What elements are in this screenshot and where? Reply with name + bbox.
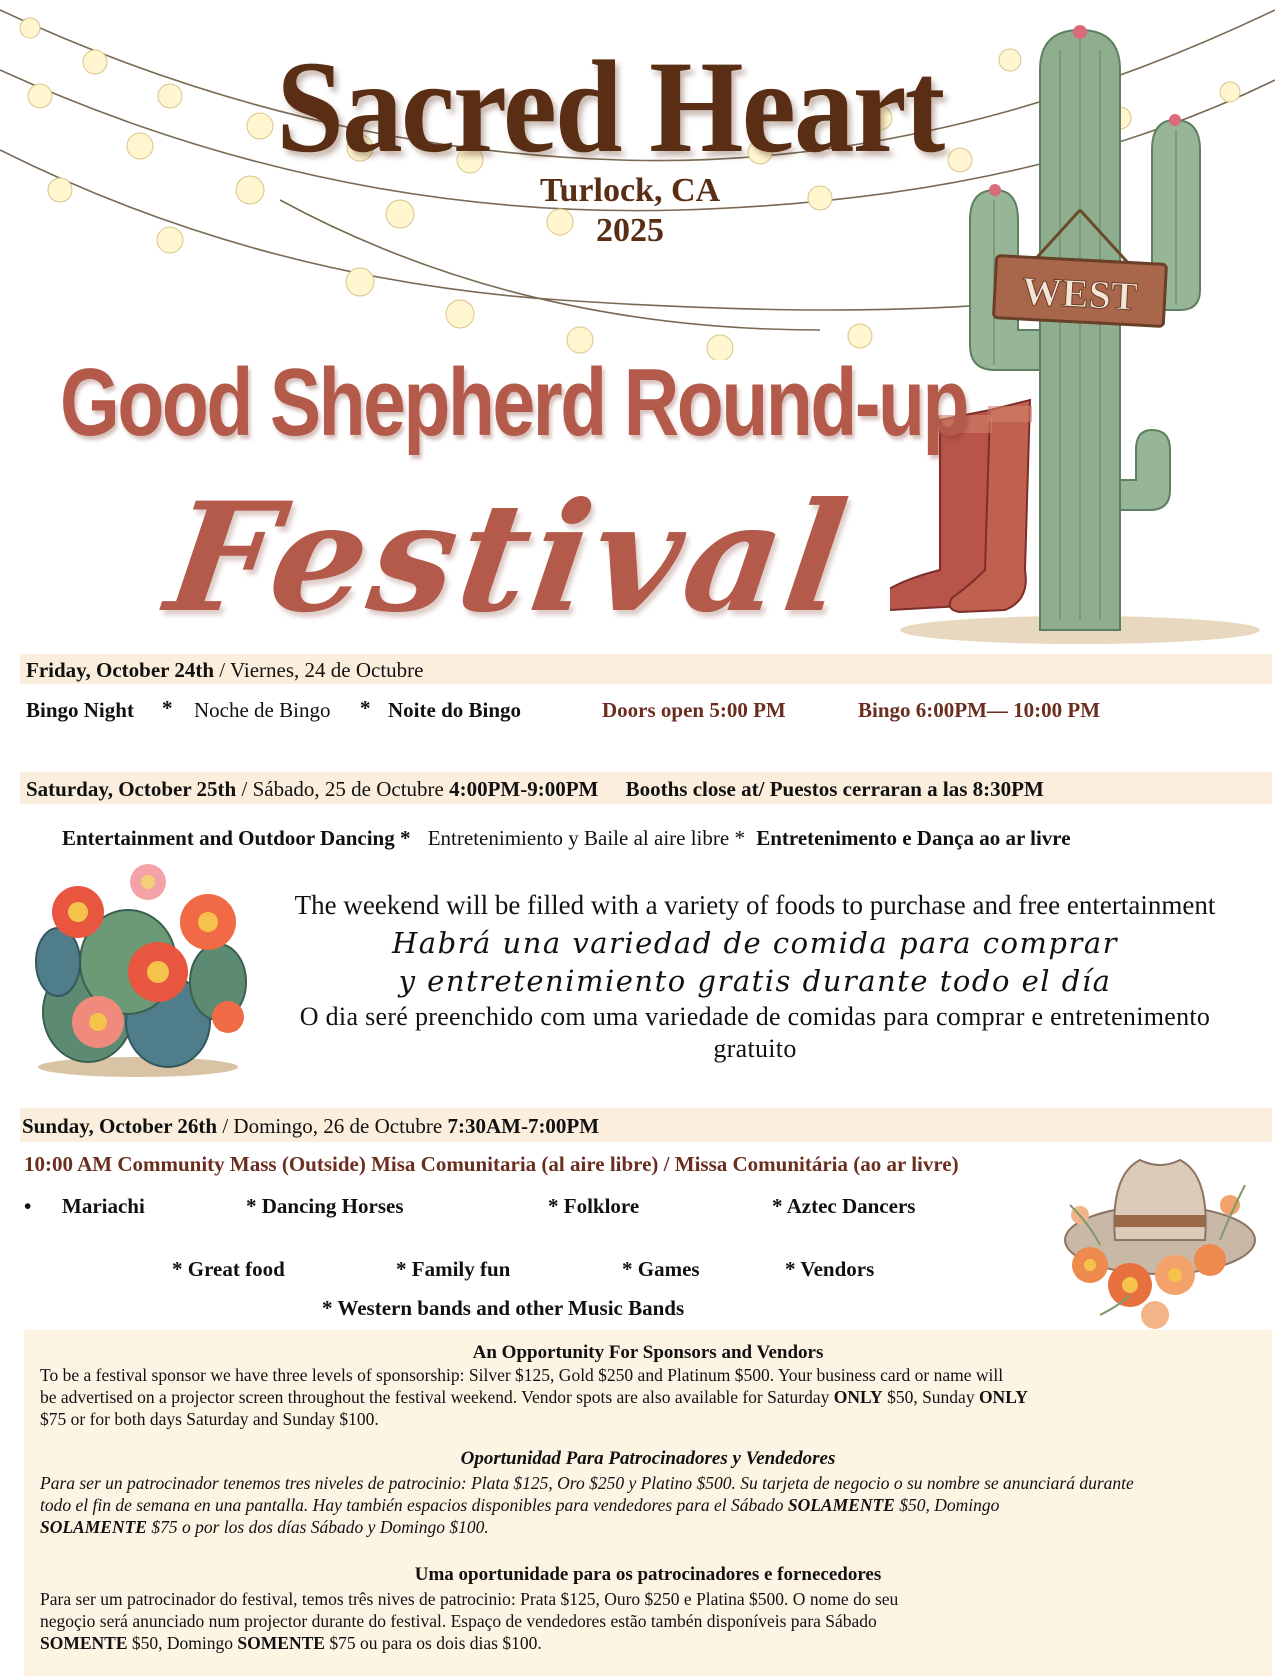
sponsors-es-only-1: SOLAMENTE: [787, 1495, 895, 1515]
friday-date-es: Viernes, 24 de Octubre: [229, 658, 424, 682]
saturday-hours: 4:00PM-9:00PM: [449, 777, 599, 801]
church-title: Sacred Heart: [276, 33, 944, 180]
friday-date-sep: /: [214, 658, 230, 682]
sponsors-text-es: [40, 1472, 1240, 1538]
activity-great-food: * Great food: [172, 1257, 285, 1281]
bingo-night-en: Bingo Night: [26, 698, 134, 722]
sponsors-en-only-2: ONLY: [978, 1387, 1028, 1407]
year-label: 2025: [596, 212, 664, 249]
saturday-date-en: Saturday, October 25th: [26, 777, 237, 801]
bingo-star-2: *: [360, 696, 371, 720]
foods-text-pt-2: gratuito: [713, 1034, 797, 1063]
activity-western-bands: * Western bands and other Music Bands: [322, 1296, 685, 1320]
cactus-flowers-illustration: [18, 852, 258, 1082]
sponsors-es-line2: [40, 1494, 1240, 1516]
foods-text-es-2: y entretenimiento gratis durante todo el día: [398, 964, 1112, 998]
city-label: Turlock, CA: [539, 172, 721, 209]
sponsors-pt-line2: negoçio será anunciado num projector durante do festival. Espaço de vendedores estão també​n disponíveis para Sábado: [40, 1611, 877, 1631]
activity-dancing-horses: * Dancing Horses: [246, 1194, 404, 1218]
sponsors-pt-only-2: SOMENTE: [237, 1633, 325, 1653]
bingo-night-es: Noche de Bingo: [194, 698, 331, 722]
bingo-star-1: *: [162, 696, 173, 720]
activity-folklore: * Folklore: [548, 1194, 640, 1218]
bullet-marker: •: [24, 1194, 32, 1218]
event-title-festival: Festival: [157, 470, 861, 646]
sponsors-en-line3: $75 or for both days Saturday and Sunday $100.: [40, 1409, 379, 1429]
entertainment-en: Entertainment and Outdoor Dancing *: [62, 826, 411, 850]
sunday-hours: 7:30AM-7:00PM: [447, 1114, 600, 1138]
foods-text-en: The weekend will be filled with a variety of foods to purchase and free entertainment: [294, 890, 1216, 920]
foods-text-es-1: Habrá una variedad de comida para comprar: [392, 926, 1118, 960]
friday-date: [26, 658, 424, 683]
sponsors-es-line1: Para ser un patrocinador tenemos tres niveles de patrocinio: Plata $125, Oro $250 y Platino $500. Su tarjeta de negocio o su nombre se anunciará durante: [40, 1473, 1134, 1493]
sponsors-en-line2: [40, 1386, 1240, 1408]
sponsors-pt-line3b: $75 ou para os dois dias $100.: [324, 1633, 542, 1653]
activity-mariachi: Mariachi: [62, 1194, 145, 1218]
sponsors-en-line1: To be a festival sponsor we have three levels of sponsorship: Silver $125, Gold $250 and Platinum $500. Your business card or name will: [40, 1365, 1004, 1385]
activity-games: * Games: [622, 1257, 700, 1281]
sunday-date-sep: /: [217, 1114, 234, 1138]
activity-vendors: * Vendors: [785, 1257, 875, 1281]
cowboy-hat-illustration: [1060, 1145, 1260, 1335]
sponsors-en-line2b: $50, Sunday: [882, 1387, 979, 1407]
sponsors-en-line2a: be advertised on a projector screen throughout the festival weekend. Vendor spots are also available for Saturday: [40, 1387, 834, 1407]
friday-date-en: Friday, October 24th: [26, 658, 215, 682]
sponsors-heading-en: An Opportunity For Sponsors and Vendors: [472, 1342, 824, 1363]
sponsors-pt-only-1: SOMENTE: [40, 1633, 128, 1653]
saturday-date-es: Sábado, 25 de Octubre: [252, 777, 444, 801]
sponsors-es-line3b: $75 o por los dos días Sábado y Domingo $100.: [146, 1517, 489, 1537]
sponsors-pt-line3a: $50, Domingo: [127, 1633, 238, 1653]
activity-family-fun: * Family fun: [396, 1257, 511, 1281]
community-mass: 10:00 AM Community Mass (Outside) Misa Comunitaria (al aire libre) / Missa Comunitária (ao ar livre): [24, 1152, 959, 1176]
sponsors-heading-es: Oportunidad Para Patrocinadores y Vendedores: [460, 1448, 836, 1469]
foods-text-pt-1: O dia seré preenchido com uma variedade de comidas para comprar e entretenimento: [299, 1002, 1211, 1031]
saturday-date-sep: /: [236, 777, 253, 801]
event-title-line1: Good Shepherd Round-up: [60, 349, 968, 456]
entertainment-pt: Entretenimento e Dança ao ar livre: [756, 826, 1071, 850]
sponsors-es-line3: [40, 1516, 1240, 1538]
sunday-date-es: Domingo, 26 de Octubre: [233, 1114, 443, 1138]
sponsors-es-line2a: todo el fin de semana en una pantalla. Hay también espacios disponibles para vendedores para el Sábado: [40, 1495, 788, 1515]
booths-close-time: Booths close at/ Puestos cerraran a las 8:30PM: [625, 777, 1044, 801]
sponsors-en-only-1: ONLY: [833, 1387, 883, 1407]
sponsors-heading-pt: Uma oportunidade para os patrocinadores e fornecedores: [414, 1564, 882, 1585]
sponsors-es-only-2: SOLAMENTE: [40, 1517, 147, 1537]
sponsors-pt-line1: Para ser um patrocinador do festival, temos três nives de patrocinio: Prata $125, Ouro $250 e Platina $500. O nome do seu: [40, 1589, 899, 1609]
sunday-date-en: Sunday, October 26th: [22, 1114, 218, 1138]
bingo-time: Bingo 6:00PM— 10:00 PM: [858, 698, 1101, 722]
entertainment-line: [62, 826, 1071, 851]
saturday-date: [26, 777, 1044, 802]
sponsors-text-en: [40, 1364, 1240, 1430]
sponsors-es-line2b: $50, Domingo: [894, 1495, 1000, 1515]
bingo-night-pt: Noite do Bingo: [388, 698, 522, 722]
sponsors-text-pt: [40, 1588, 1240, 1654]
west-sign-text: WEST: [1020, 268, 1139, 319]
doors-open-time: Doors open 5:00 PM: [602, 698, 786, 722]
entertainment-es: Entretenimiento y Baile al aire libre *: [427, 826, 745, 850]
sponsors-pt-line3: [40, 1632, 1240, 1654]
sunday-date: [22, 1114, 599, 1139]
activity-aztec-dancers: * Aztec Dancers: [772, 1194, 916, 1218]
